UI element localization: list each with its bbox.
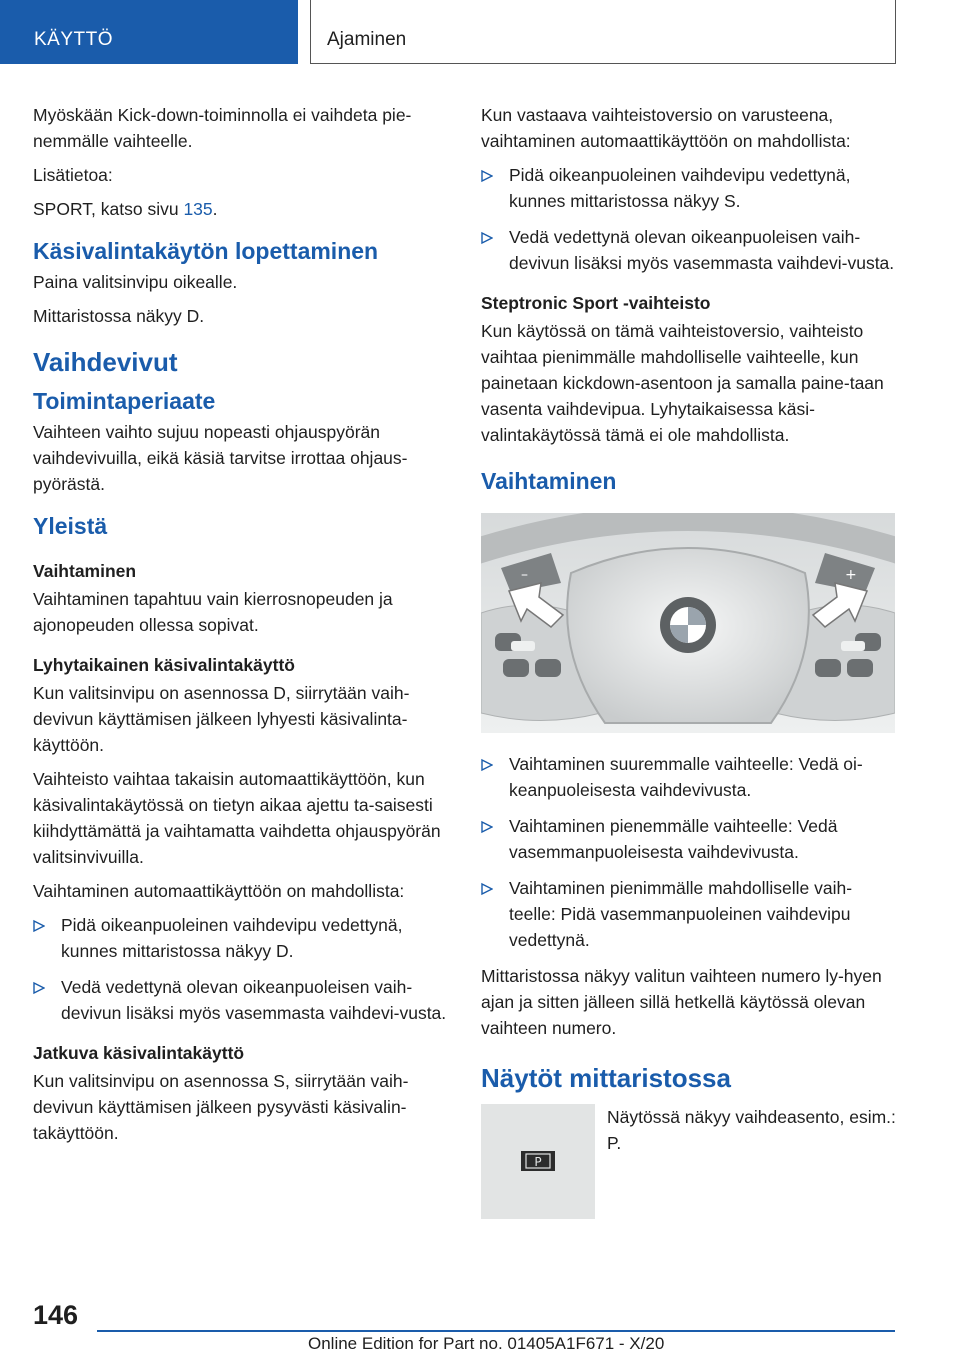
heading-kasivalinta: Käsivalintakäytön lopettaminen bbox=[33, 238, 379, 264]
chapter-title: Ajaminen bbox=[327, 29, 407, 50]
triangle-bullet-icon bbox=[481, 752, 493, 778]
paragraph: Paina valitsinvipu oikealle. bbox=[33, 272, 238, 292]
paragraph: Vaihteen vaihto sujuu nopeasti ohjauspyörän vaihdevivuilla, eikä käsiä tarvitse irrottaa ohjaus-pyörästä. bbox=[33, 422, 408, 494]
heading-vaihtaminen: Vaihtaminen bbox=[481, 468, 617, 494]
subheading-steptronic: Steptronic Sport -vaihteisto bbox=[481, 293, 711, 313]
triangle-bullet-icon bbox=[481, 814, 493, 840]
section-label: KÄYTTÖ bbox=[34, 29, 114, 50]
subheading-lyhytaikainen: Lyhytaikainen käsivalintakäyttö bbox=[33, 655, 295, 675]
paragraph bbox=[33, 196, 451, 222]
footer-divider bbox=[97, 1330, 895, 1332]
heading-naytot: Näytöt mittaristossa bbox=[481, 1063, 731, 1093]
heading-vaihdevivut: Vaihdevivut bbox=[33, 347, 178, 377]
list-item-text: Vedä vedettynä olevan oikeanpuoleisen vaih-devivun lisäksi myös vasemmasta vaihdevi-vusta. bbox=[61, 977, 447, 1023]
list-item bbox=[33, 974, 451, 1026]
heading-yleista: Yleistä bbox=[33, 513, 108, 539]
heading-toimintaperiaate: Toimintaperiaate bbox=[33, 388, 216, 414]
section-tab bbox=[0, 0, 298, 64]
paddle-plus-label: + bbox=[845, 567, 857, 583]
right-column bbox=[481, 102, 897, 1219]
list-item bbox=[481, 162, 897, 214]
steering-wheel-illustration bbox=[481, 513, 895, 733]
list-item bbox=[481, 813, 897, 865]
paragraph-text: SPORT, katso sivu bbox=[33, 199, 184, 219]
paragraph: Lisätietoa: bbox=[33, 165, 113, 185]
triangle-bullet-icon bbox=[481, 225, 493, 251]
paragraph: Vaihtaminen tapahtuu vain kierrosnopeuden ja ajonopeuden ollessa sopivat. bbox=[33, 589, 393, 635]
edition-text: Online Edition for Part no. 01405A1F671 - X/20 bbox=[308, 1334, 665, 1353]
paragraph: Kun valitsinvipu on asennossa S, siirrytään vaih-devivun käyttämisen jälkeen pysyvästi käsivalin-takäyttöön. bbox=[33, 1071, 409, 1143]
list-item bbox=[481, 751, 897, 803]
list-item bbox=[33, 912, 451, 964]
triangle-bullet-icon bbox=[481, 163, 493, 189]
subheading-jatkuva: Jatkuva käsivalintakäyttö bbox=[33, 1043, 245, 1063]
triangle-bullet-icon bbox=[33, 913, 45, 939]
list-item-text: Pidä oikeanpuoleinen vaihdevipu vedettynä, kunnes mittaristossa näkyy S. bbox=[509, 165, 851, 211]
list-item-text: Pidä oikeanpuoleinen vaihdevipu vedettynä, kunnes mittaristossa näkyy D. bbox=[61, 915, 403, 961]
bullet-list bbox=[33, 912, 451, 1026]
list-item bbox=[481, 224, 897, 276]
paragraph: Vaihtaminen automaattikäyttöön on mahdollista: bbox=[33, 881, 405, 901]
paragraph: Kun käytössä on tämä vaihteistoversio, vaihteisto vaihtaa pienimmälle mahdolliselle vaihteelle, kun painetaan kickdown-asentoon ja samalla paine-taan vasenta vaihdevipua. Lyhytaikaisessa käsi-valintakäytössä tämä ei ole mahdollista. bbox=[481, 321, 884, 445]
page-link[interactable]: 135 bbox=[183, 199, 213, 219]
bullet-list bbox=[481, 162, 897, 276]
gear-letter: P bbox=[534, 1155, 542, 1169]
list-item-text: Vedä vedettynä olevan oikeanpuoleisen vaih-devivun lisäksi myös vasemmasta vaihdevi-vusta. bbox=[509, 227, 895, 273]
triangle-bullet-icon bbox=[33, 975, 45, 1001]
subheading-vaihtaminen: Vaihtaminen bbox=[33, 561, 137, 581]
paragraph: Vaihteisto vaihtaa takaisin automaattikäyttöön, kun käsivalintakäytössä on tietyn aikaa ajettu ta-saisesti kiihdyttämättä ja vaihtamatta vaihdetta ohjauspyörän valitsinvivuilla. bbox=[33, 769, 441, 867]
paragraph: Mittaristossa näkyy D. bbox=[33, 306, 205, 326]
list-item-text: Vaihtaminen pienimmälle mahdolliselle vaih-teelle: Pidä vasemmanpuoleinen vaihdevipu vedettynä. bbox=[509, 878, 853, 950]
page-number: 146 bbox=[33, 1300, 79, 1330]
left-column bbox=[33, 102, 451, 1154]
bullet-list bbox=[481, 751, 897, 953]
paragraph: Kun vastaava vaihteistoversio on varusteena, vaihtaminen automaattikäyttöön on mahdollista: bbox=[481, 105, 851, 151]
paragraph: Mittaristossa näkyy valitun vaihteen numero ly-hyen ajan ja sitten jälleen sillä hetkellä käytössä olevan vaihteen numero. bbox=[481, 966, 882, 1038]
cluster-display-image bbox=[481, 1104, 595, 1219]
paddle-minus-label: – bbox=[521, 567, 528, 583]
list-item bbox=[481, 875, 897, 953]
paragraph-text: . bbox=[212, 199, 218, 219]
paragraph: Näytössä näkyy vaihdeasento, esim.: P. bbox=[607, 1107, 896, 1153]
steering-wheel-photo bbox=[481, 513, 895, 733]
list-item-text: Vaihtaminen pienemmälle vaihteelle: Vedä vasemmanpuoleisesta vaihdevivusta. bbox=[509, 816, 838, 862]
list-item-text: Vaihtaminen suuremmalle vaihteelle: Vedä oi-keanpuoleisesta vaihdevivusta. bbox=[509, 754, 863, 800]
gear-display-illustration bbox=[481, 1104, 595, 1219]
paragraph: Myöskään Kick-down-toiminnolla ei vaihdeta pie-nemmälle vaihteelle. bbox=[33, 105, 412, 151]
triangle-bullet-icon bbox=[481, 876, 493, 902]
display-example bbox=[481, 1104, 897, 1219]
chapter-header bbox=[310, 0, 896, 64]
paragraph: Kun valitsinvipu on asennossa D, siirrytään vaih-devivun käyttämisen jälkeen lyhyesti käsivalinta-käyttöön. bbox=[33, 683, 410, 755]
